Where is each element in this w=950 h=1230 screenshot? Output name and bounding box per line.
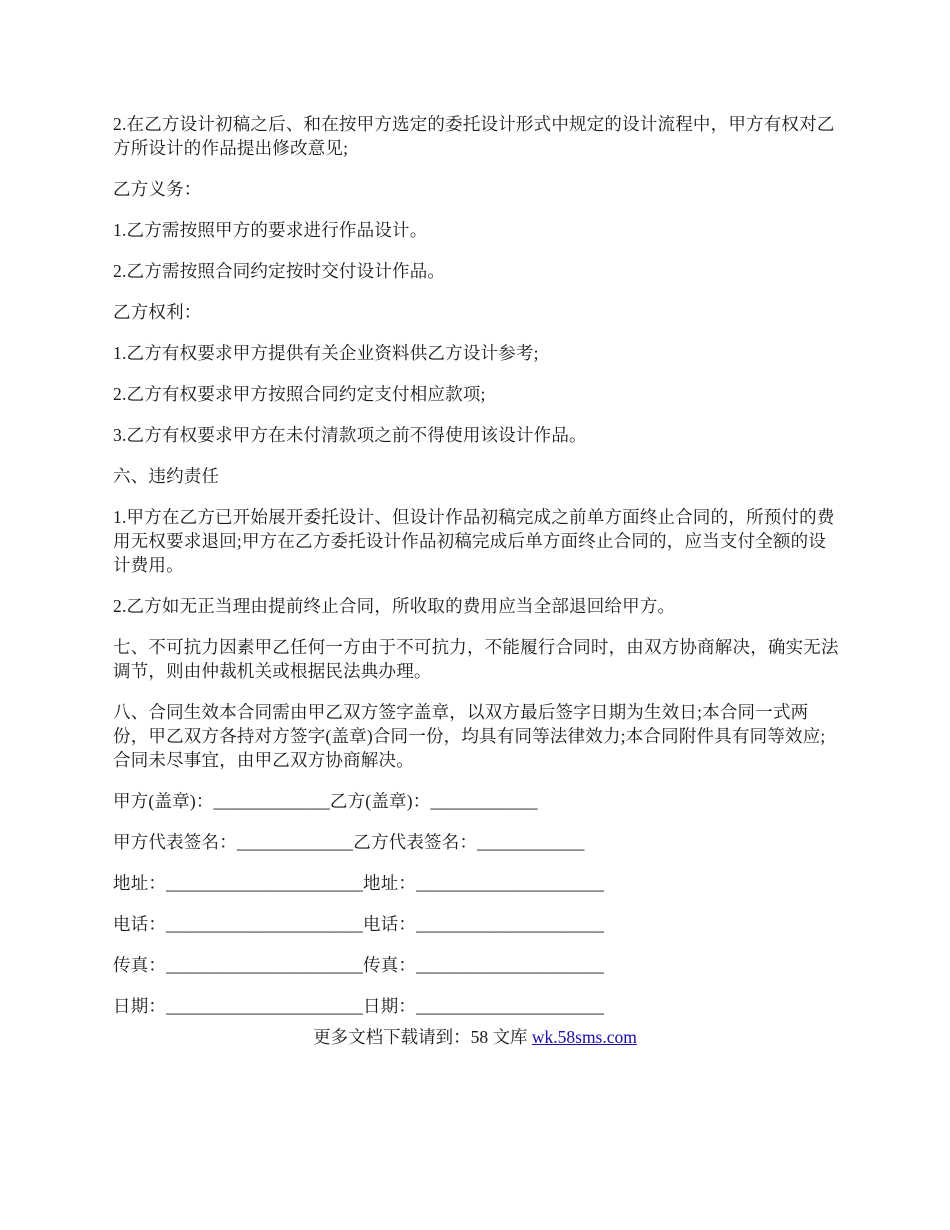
footer: [0, 1025, 950, 1049]
paragraph: 2.乙方有权要求甲方按照合同约定支付相应款项;: [113, 384, 486, 404]
signature-row-seal: [113, 789, 843, 813]
party-a-address-field: 地址：______________________: [113, 873, 363, 893]
signature-row-phone: [113, 912, 843, 936]
paragraph: 乙方权利：: [113, 302, 202, 322]
paragraph: 1.乙方需按照甲方的要求进行作品设计。: [113, 220, 428, 240]
paragraph: 1.甲方在乙方已开始展开委托设计、但设计作品初稿完成之前单方面终止合同的，所预付的费用无权要求退回;甲方在乙方委托设计作品初稿完成后单方面终止合同的，应当支付全额的设计费用。: [113, 507, 835, 575]
paragraph: 2.乙方需按照合同约定按时交付设计作品。: [113, 261, 446, 281]
party-b-date-field: 日期：_____________________: [363, 996, 605, 1016]
paragraph: 1.乙方有权要求甲方提供有关企业资料供乙方设计参考;: [113, 343, 539, 363]
paragraph: 2.乙方如无正当理由提前终止合同，所收取的费用应当全部退回给甲方。: [113, 596, 676, 616]
footer-text: 更多文档下载请到：58 文库: [313, 1027, 532, 1047]
document-body: [113, 112, 843, 1035]
section-heading: 六、违约责任: [113, 466, 220, 486]
party-b-phone-field: 电话：_____________________: [363, 914, 605, 934]
party-b-representative-field: 乙方代表签名：____________: [353, 832, 585, 852]
paragraph: 七、不可抗力因素甲乙任何一方由于不可抗力，不能履行合同时，由双方协商解决，确实无法调节，则由仲裁机关或根据民法典办理。: [113, 637, 839, 681]
party-b-seal-field: 乙方(盖章)：____________: [329, 791, 538, 811]
party-b-address-field: 地址：_____________________: [363, 873, 605, 893]
party-a-representative-field: 甲方代表签名：_____________: [113, 832, 354, 852]
signature-row-address: [113, 871, 843, 895]
paragraph: 2.在乙方设计初稿之后、和在按甲方选定的委托设计形式中规定的设计流程中，甲方有权对乙方所设计的作品提出修改意见;: [113, 114, 835, 158]
party-a-seal-field: 甲方(盖章)：_____________: [113, 791, 330, 811]
paragraph: 乙方义务：: [113, 179, 202, 199]
party-b-fax-field: 传真：_____________________: [363, 955, 605, 975]
paragraph: 八、合同生效本合同需由甲乙双方签字盖章，以双方最后签字日期为生效日;本合同一式两份，甲乙双方各持对方签字(盖章)合同一份，均具有同等法律效力;本合同附件具有同等效应;合同未尽事宜，由甲乙双方协商解决。: [113, 702, 826, 770]
party-a-phone-field: 电话：______________________: [113, 914, 363, 934]
signature-row-fax: [113, 953, 843, 977]
party-a-fax-field: 传真：______________________: [113, 955, 363, 975]
party-a-date-field: 日期：______________________: [113, 996, 363, 1016]
signature-row-representative: [113, 830, 843, 854]
paragraph: 3.乙方有权要求甲方在未付清款项之前不得使用该设计作品。: [113, 425, 587, 445]
footer-link[interactable]: wk.58sms.com: [531, 1027, 637, 1047]
signature-row-date: [113, 994, 843, 1018]
